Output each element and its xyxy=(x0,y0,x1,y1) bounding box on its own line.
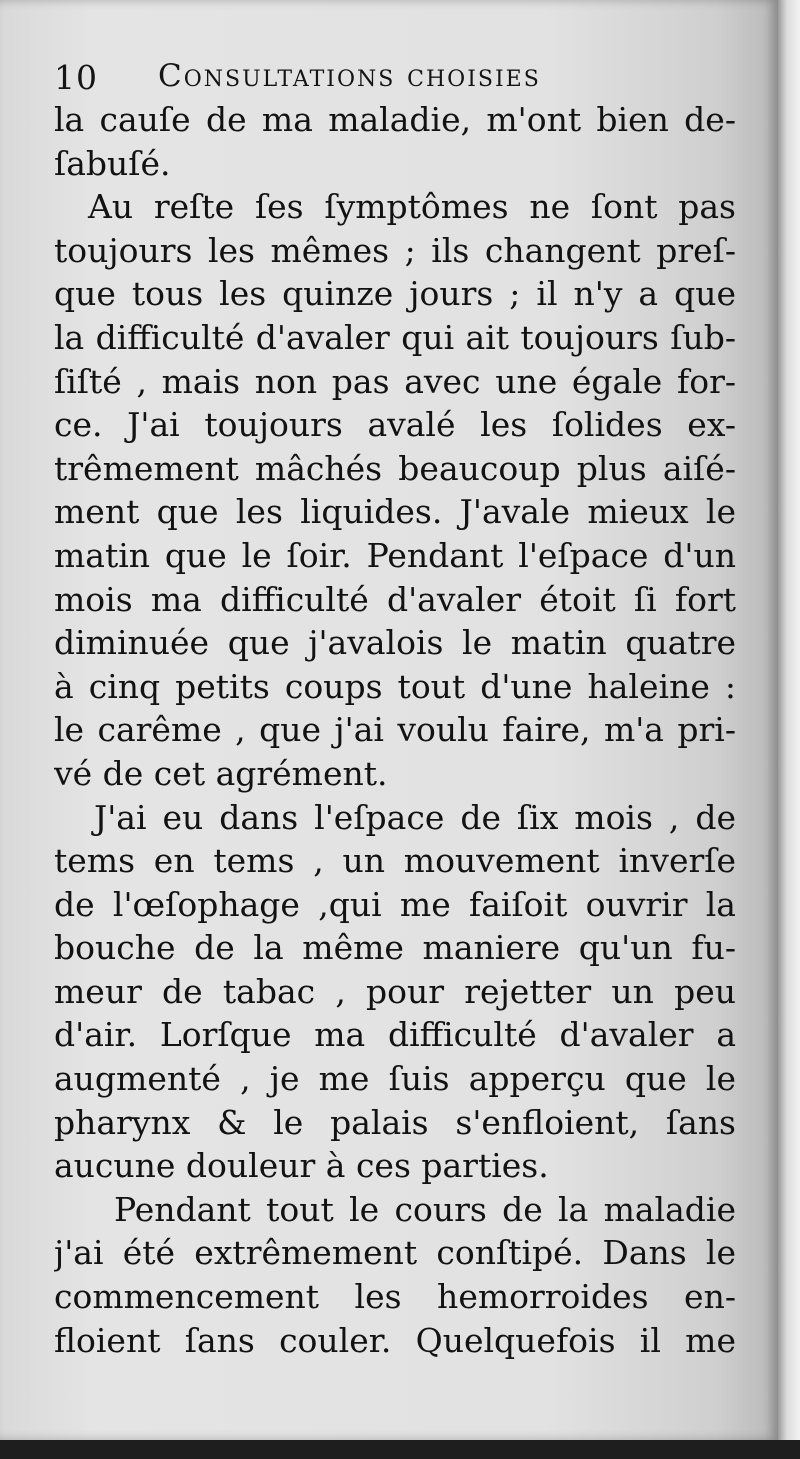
text-line: la difficulté d'avaler qui ait toujours ſub- xyxy=(54,317,736,357)
text-line: Pendant tout le cours de la maladie xyxy=(114,1189,736,1229)
text-line: que tous les quinze jours ; il n'y a que xyxy=(54,274,736,314)
page-fore-edge xyxy=(778,0,800,1440)
text-line: de l'œſophage ,qui me faiſoit ouvrir la xyxy=(54,884,736,924)
text-line: tems en tems , un mouvement inverſe xyxy=(54,841,736,881)
text-line: j'ai été extrêmement conſtipé. Dans le xyxy=(54,1233,736,1273)
text-line: ſabuſé. xyxy=(54,143,171,183)
text-line: bouche de la même maniere qu'un fu- xyxy=(54,928,736,968)
text-line: Au reſte ſes ſymptômes ne ſont pas xyxy=(88,187,736,227)
text-line: matin que le ſoir. Pendant l'eſpace d'un xyxy=(54,535,736,575)
running-head: Consultations choisies xyxy=(158,58,541,94)
text-line: meur de tabac , pour rejetter un peu xyxy=(54,971,736,1011)
text-line: toujours les mêmes ; ils changent preſ- xyxy=(54,230,736,270)
text-line: pharynx & le palais s'enfloient, ſans xyxy=(54,1102,736,1142)
text-line: ce. J'ai toujours avalé les ſolides ex- xyxy=(54,405,736,445)
body-text xyxy=(54,98,736,1362)
text-line: aucune douleur à ces parties. xyxy=(54,1146,549,1186)
text-line: vé de cet agrément. xyxy=(54,753,388,793)
text-line: commencement les hemorroides en- xyxy=(54,1277,736,1317)
text-line: la cauſe de ma maladie, m'ont bien de- xyxy=(54,100,736,139)
page-bottom-shadow xyxy=(0,1440,800,1459)
text-line: mois ma difficulté d'avaler étoit ſi fort xyxy=(54,579,736,619)
page-header xyxy=(54,58,734,102)
text-line: trêmement mâchés beaucoup plus aiſé- xyxy=(54,448,736,488)
text-line: floient ſans couler. Quelquefois il me xyxy=(54,1320,736,1360)
text-line: à cinq petits coups tout d'une haleine : xyxy=(54,666,736,706)
page-number: 10 xyxy=(54,58,98,97)
text-line: J'ai eu dans l'eſpace de ſix mois , de xyxy=(94,797,736,837)
text-line: ment que les liquides. J'avale mieux le xyxy=(54,492,736,532)
text-line: ſiſté , mais non pas avec une égale for- xyxy=(54,361,736,401)
text-line: d'air. Lorſque ma difficulté d'avaler a xyxy=(54,1015,736,1055)
text-line: le carême , que j'ai voulu faire, m'a pri- xyxy=(54,710,736,750)
text-line: augmenté , je me ſuis apperçu que le xyxy=(54,1059,736,1099)
text-line: diminuée que j'avalois le matin quatre xyxy=(54,623,736,663)
